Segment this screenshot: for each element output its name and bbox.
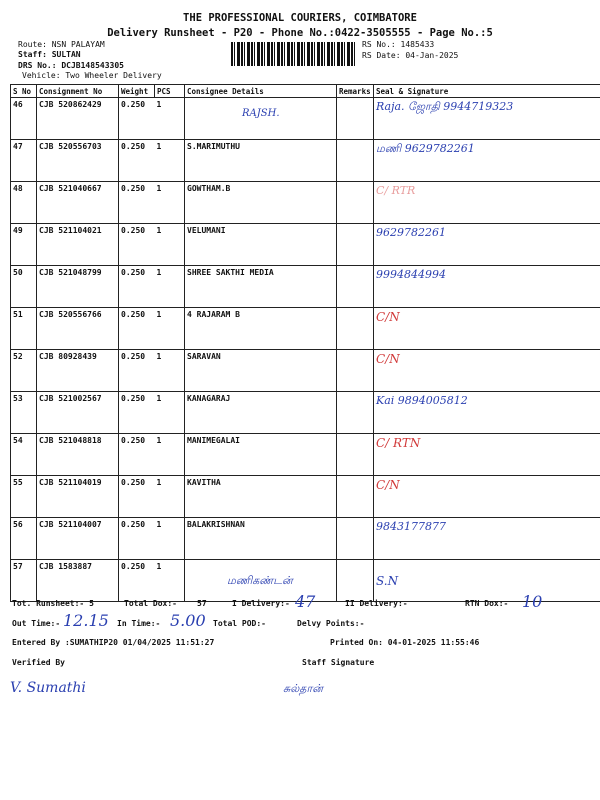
handwritten-signature: C/N <box>376 478 400 492</box>
table-row <box>11 350 600 392</box>
handwritten-signature: 9629782261 <box>376 226 446 239</box>
cell-weight: 0.250 <box>119 392 155 434</box>
col-pcs: PCS <box>155 85 185 98</box>
tot-runsheet: Tot. Runsheet:- 5 <box>12 599 94 608</box>
cell-pcs: 1 <box>155 266 185 308</box>
handwritten-signature: மணி 9629782261 <box>376 142 475 155</box>
table-row <box>11 224 600 266</box>
cell-consignee: MANIMEGALAI <box>185 434 337 476</box>
handwritten-signature: C/N <box>376 310 400 324</box>
route-label: Route: NSN PALAYAM <box>18 40 105 49</box>
cell-consignment: CJB 521040667 <box>37 182 119 224</box>
table-header <box>11 85 600 98</box>
cell-remarks <box>337 182 374 224</box>
out-time-label: Out Time:- <box>12 619 61 628</box>
table-row <box>11 392 600 434</box>
cell-consignee <box>185 98 337 140</box>
cell-signature <box>374 182 600 224</box>
cell-remarks <box>337 140 374 182</box>
cell-consignee: SARAVAN <box>185 350 337 392</box>
cell-pcs: 1 <box>155 308 185 350</box>
staff-signature-label: Staff Signature <box>302 658 375 667</box>
cell-remarks <box>337 560 374 602</box>
table-row <box>11 182 600 224</box>
total-dox-value: 57 <box>197 599 207 608</box>
cell-weight: 0.250 <box>119 98 155 140</box>
handwritten-signature: 9994844994 <box>376 268 446 281</box>
cell-remarks <box>337 308 374 350</box>
cell-remarks <box>337 350 374 392</box>
cell-signature <box>374 434 600 476</box>
cell-sno: 51 <box>11 308 37 350</box>
verified-by-label: Verified By <box>12 658 65 667</box>
col-consignee: Consignee Details <box>185 85 337 98</box>
in-time-value: 5.00 <box>170 611 206 630</box>
cell-consignee: BALAKRISHNAN <box>185 518 337 560</box>
cell-sno: 46 <box>11 98 37 140</box>
handwritten-signature: Kai 9894005812 <box>376 394 468 407</box>
staff-signature: சுல்தான் <box>283 682 323 695</box>
staff-label: Staff: SULTAN <box>18 50 81 59</box>
table-row <box>11 308 600 350</box>
handwritten-name: மணிகண்டன் <box>227 574 293 587</box>
cell-sno: 47 <box>11 140 37 182</box>
i-delivery-value: 47 <box>295 592 316 611</box>
handwritten-signature: Raja. ஜோதி 9944719323 <box>376 100 514 113</box>
cell-consignment: CJB 521104007 <box>37 518 119 560</box>
cell-weight: 0.250 <box>119 434 155 476</box>
cell-sno: 48 <box>11 182 37 224</box>
cell-signature <box>374 266 600 308</box>
cell-pcs: 1 <box>155 140 185 182</box>
cell-remarks <box>337 98 374 140</box>
total-pod-label: Total POD:- <box>213 619 266 628</box>
col-signature: Seal & Signature <box>374 85 600 98</box>
cell-pcs: 1 <box>155 182 185 224</box>
cell-signature <box>374 350 600 392</box>
cell-remarks <box>337 392 374 434</box>
cell-pcs: 1 <box>155 518 185 560</box>
cell-weight: 0.250 <box>119 182 155 224</box>
cell-consignee: 4 RAJARAM B <box>185 308 337 350</box>
total-dox-label: Total Dox:- <box>124 599 177 608</box>
cell-remarks <box>337 224 374 266</box>
table-row <box>11 98 600 140</box>
table-row <box>11 266 600 308</box>
cell-sno: 49 <box>11 224 37 266</box>
runsheet-table <box>10 84 600 602</box>
handwritten-signature: C/ RTN <box>376 436 421 450</box>
cell-signature <box>374 560 600 602</box>
table-row <box>11 140 600 182</box>
cell-consignment: CJB 521048799 <box>37 266 119 308</box>
cell-consignee: GOWTHAM.B <box>185 182 337 224</box>
cell-sno: 50 <box>11 266 37 308</box>
cell-pcs: 1 <box>155 350 185 392</box>
cell-sno: 56 <box>11 518 37 560</box>
printed-on: Printed On: 04-01-2025 11:55:46 <box>330 638 480 647</box>
cell-signature <box>374 98 600 140</box>
col-remarks: Remarks <box>337 85 374 98</box>
cell-pcs: 1 <box>155 98 185 140</box>
handwritten-signature: C/N <box>376 352 400 366</box>
cell-weight: 0.250 <box>119 140 155 182</box>
rtn-dox-label: RTN Dox:- <box>465 599 509 608</box>
cell-remarks <box>337 434 374 476</box>
cell-consignment: CJB 520556766 <box>37 308 119 350</box>
handwritten-name: RAJSH. <box>242 108 280 119</box>
cell-consignee: S.MARIMUTHU <box>185 140 337 182</box>
barcode <box>231 42 355 66</box>
col-consignment: Consignment No <box>37 85 119 98</box>
i-delivery-label: I Delivery:- <box>232 599 290 608</box>
cell-consignment: CJB 521104021 <box>37 224 119 266</box>
cell-consignee: KANAGARAJ <box>185 392 337 434</box>
cell-signature <box>374 518 600 560</box>
cell-sno: 52 <box>11 350 37 392</box>
cell-pcs: 1 <box>155 434 185 476</box>
cell-consignment: CJB 520862429 <box>37 98 119 140</box>
cell-consignment: CJB 80928439 <box>37 350 119 392</box>
ii-delivery-label: II Delivery:- <box>345 599 408 608</box>
cell-sno: 57 <box>11 560 37 602</box>
runsheet-title: THE PROFESSIONAL COURIERS, COIMBATORE <box>183 12 417 24</box>
handwritten-signature: S.N <box>376 574 399 588</box>
cell-signature <box>374 392 600 434</box>
in-time-label: In Time:- <box>117 619 161 628</box>
handwritten-signature: C/ RTR <box>376 184 416 197</box>
cell-weight: 0.250 <box>119 350 155 392</box>
out-time-value: 12.15 <box>63 611 109 630</box>
vehicle-label: Vehicle: Two Wheeler Delivery <box>22 71 162 80</box>
cell-signature <box>374 224 600 266</box>
cell-consignment: CJB 521048818 <box>37 434 119 476</box>
cell-sno: 54 <box>11 434 37 476</box>
cell-weight: 0.250 <box>119 266 155 308</box>
cell-weight: 0.250 <box>119 308 155 350</box>
cell-remarks <box>337 476 374 518</box>
delvy-points-label: Delvy Points:- <box>297 619 365 628</box>
cell-consignment: CJB 521104019 <box>37 476 119 518</box>
rtn-dox-value: 10 <box>522 592 543 611</box>
cell-pcs: 1 <box>155 224 185 266</box>
handwritten-signature: 9843177877 <box>376 520 446 533</box>
table-row <box>11 476 600 518</box>
cell-remarks <box>337 518 374 560</box>
cell-sno: 53 <box>11 392 37 434</box>
cell-consignee: SHREE SAKTHI MEDIA <box>185 266 337 308</box>
cell-signature <box>374 140 600 182</box>
entered-by: Entered By :SUMATHIP20 01/04/2025 11:51:27 <box>12 638 215 647</box>
col-sno: S No <box>11 85 37 98</box>
cell-signature <box>374 476 600 518</box>
cell-weight: 0.250 <box>119 560 155 602</box>
cell-consignee: VELUMANI <box>185 224 337 266</box>
cell-weight: 0.250 <box>119 518 155 560</box>
cell-weight: 0.250 <box>119 224 155 266</box>
cell-signature <box>374 308 600 350</box>
col-weight: Weight <box>119 85 155 98</box>
rs-date: RS Date: 04-Jan-2025 <box>362 51 459 60</box>
verifier-signature: V. Sumathi <box>10 680 86 696</box>
cell-pcs: 1 <box>155 560 185 602</box>
cell-pcs: 1 <box>155 476 185 518</box>
cell-sno: 55 <box>11 476 37 518</box>
table-row <box>11 518 600 560</box>
runsheet-subtitle: Delivery Runsheet - P20 - Phone No.:0422-3505555 - Page No.:5 <box>107 27 493 39</box>
cell-pcs: 1 <box>155 392 185 434</box>
cell-weight: 0.250 <box>119 476 155 518</box>
cell-consignment: CJB 520556703 <box>37 140 119 182</box>
cell-remarks <box>337 266 374 308</box>
cell-consignee: KAVITHA <box>185 476 337 518</box>
rs-number: RS No.: 1485433 <box>362 40 435 49</box>
cell-consignment: CJB 521002567 <box>37 392 119 434</box>
table-row <box>11 434 600 476</box>
drs-number: DRS No.: DCJB148543305 <box>18 61 124 70</box>
cell-consignment: CJB 1583887 <box>37 560 119 602</box>
